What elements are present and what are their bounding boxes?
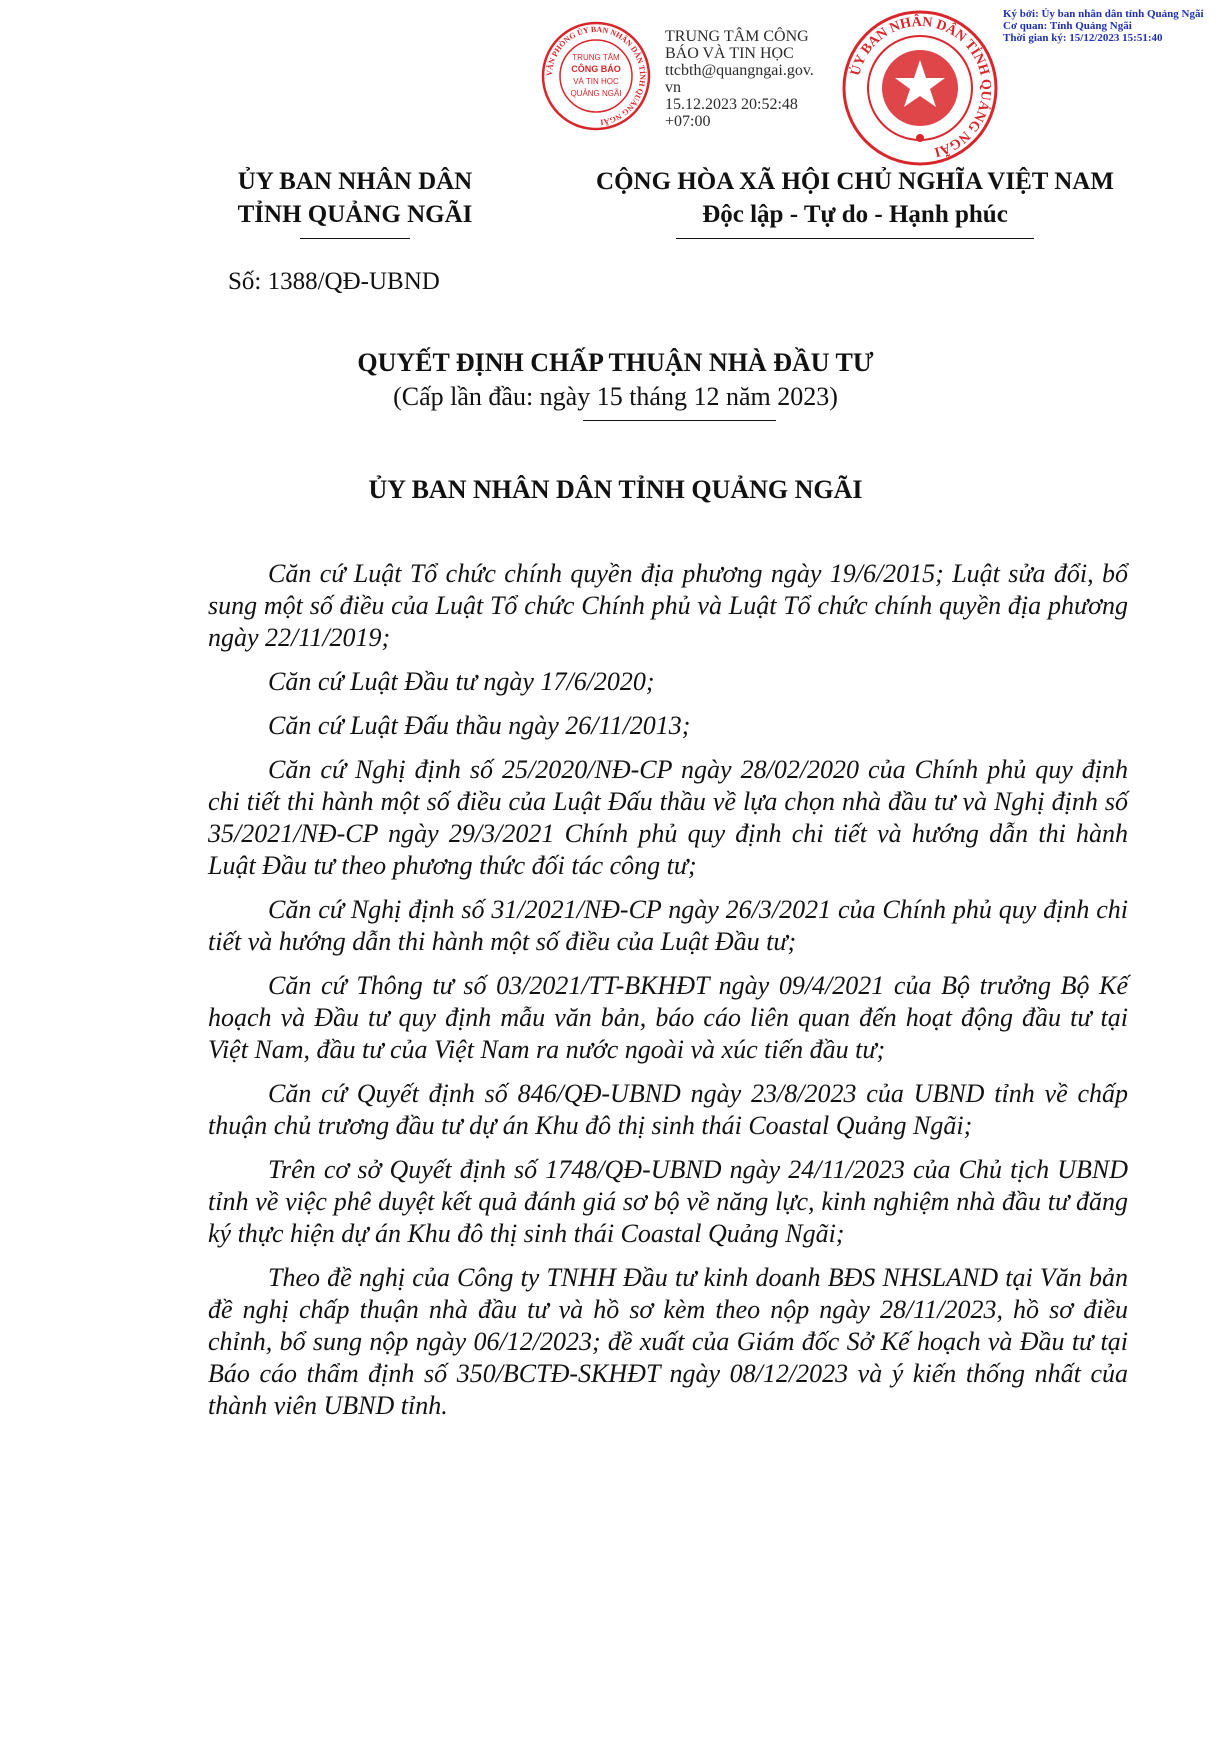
center-stamp-line-4: QUẢNG NGÃI	[570, 89, 622, 98]
center-stamp-ring-text: VĂN PHÒNG ỦY BAN NHÂN DÂN TỈNH QUẢNG NGÃI	[544, 24, 648, 127]
document-subtitle: (Cấp lần đầu: ngày 15 tháng 12 năm 2023)	[393, 382, 838, 411]
signature-agency: Cơ quan: Tỉnh Quảng Ngãi	[1003, 20, 1132, 32]
center-stamp-line-3: VÀ TIN HỌC	[573, 77, 619, 86]
province-seal	[840, 8, 1000, 168]
center-stamp-info-line: +07:00	[665, 113, 711, 130]
body-paragraph: Căn cứ Nghị định số 31/2021/NĐ-CP ngày 26/3/2021 của Chính phủ quy định chi tiết và hướng dẫn thi hành một số điều của Luật Đầu tư;	[208, 895, 1128, 956]
body-paragraph: Theo đề nghị của Công ty TNHH Đầu tư kinh doanh BĐS NHSLAND tại Văn bản đề nghị chấp thuận nhà đầu tư và hồ sơ kèm theo nộp ngày 28/11/2023, hồ sơ điều chỉnh, bổ sung nộp ngày 06/12/2023; đề xuất của Giám đốc Sở Kế hoạch và Đầu tư tại Báo cáo thẩm định số 350/BCTĐ-SKHĐT ngày 08/12/2023 và ý kiến thống nhất của thành viên UBND tỉnh.	[208, 1263, 1128, 1420]
province-seal-ring-text: ỦY BAN NHÂN DÂN TỈNH QUẢNG NGÃI	[848, 14, 994, 160]
body-paragraph: Căn cứ Luật Đấu thầu ngày 26/11/2013;	[268, 711, 691, 740]
digital-signature	[1003, 8, 1228, 44]
national-motto	[545, 165, 1165, 231]
national-motto-line-2: Độc lập - Tự do - Hạnh phúc	[702, 201, 1008, 228]
center-stamp	[540, 20, 652, 132]
body-paragraph: Căn cứ Thông tư số 03/2021/TT-BKHĐT ngày 09/4/2021 của Bộ trưởng Bộ Kế hoạch và Đầu tư quy định mẫu văn bản, báo cáo liên quan đến hoạt động đầu tư tại Việt Nam, đầu tư của Việt Nam ra nước ngoài và xúc tiến đầu tư;	[208, 971, 1128, 1064]
center-stamp-info-line: TRUNG TÂM CÔNG	[665, 28, 809, 45]
document-number: Số: 1388/QĐ-UBND	[228, 268, 440, 295]
center-stamp-info-line: BÁO VÀ TIN HỌC	[665, 45, 794, 62]
body-paragraph: Trên cơ sở Quyết định số 1748/QĐ-UBND ngày 24/11/2023 của Chủ tịch UBND tỉnh về việc phê duyệt kết quả đánh giá sơ bộ về năng lực, kinh nghiệm nhà đầu tư đăng ký thực hiện dự án Khu đô thị sinh thái Coastal Quảng Ngãi;	[208, 1155, 1128, 1248]
issuing-authority-line-2: TỈNH QUẢNG NGÃI	[237, 201, 473, 228]
body-paragraph: Căn cứ Quyết định số 846/QĐ-UBND ngày 23/8/2023 của UBND tỉnh về chấp thuận chủ trương đầu tư dự án Khu đô thị sinh thái Coastal Quảng Ngãi;	[208, 1079, 1128, 1140]
motto-underline	[676, 238, 1034, 239]
center-stamp-info	[665, 28, 845, 130]
document-body	[208, 558, 1128, 1434]
national-motto-line-1: CỘNG HÒA XÃ HỘI CHỦ NGHĨA VIỆT NAM	[596, 168, 1114, 195]
authority-underline	[300, 238, 410, 239]
signature-time: Thời gian ký: 15/12/2023 15:51:40	[1003, 32, 1163, 44]
center-stamp-line-1: TRUNG TÂM	[572, 53, 620, 62]
document-title: QUYẾT ĐỊNH CHẤP THUẬN NHÀ ĐẦU TƯ	[357, 348, 874, 377]
center-stamp-info-line: ttcbth@quangngai.gov.	[665, 62, 814, 79]
body-paragraph: Căn cứ Luật Đầu tư ngày 17/6/2020;	[268, 667, 655, 696]
body-paragraph: Căn cứ Luật Tổ chức chính quyền địa phương ngày 19/6/2015; Luật sửa đổi, bổ sung một số điều của Luật Tổ chức Chính phủ và Luật Tổ chức chính quyền địa phương ngày 22/11/2019;	[208, 559, 1128, 652]
center-stamp-line-2: CÔNG BÁO	[571, 64, 621, 74]
issuer-heading: ỦY BAN NHÂN DÂN TỈNH QUẢNG NGÃI	[368, 475, 863, 504]
body-paragraph: Căn cứ Nghị định số 25/2020/NĐ-CP ngày 28/02/2020 của Chính phủ quy định chi tiết thi hành một số điều của Luật Đấu thầu về lựa chọn nhà đầu tư và Nghị định số 35/2021/NĐ-CP ngày 29/3/2021 Chính phủ quy định chi tiết và hướng dẫn thi hành Luật Đầu tư theo phương thức đối tác công tư;	[208, 755, 1128, 880]
issuing-authority	[205, 165, 505, 231]
issuing-authority-line-1: ỦY BAN NHÂN DÂN	[237, 168, 473, 195]
center-stamp-info-line: 15.12.2023 20:52:48	[665, 96, 798, 113]
subtitle-underline	[583, 420, 776, 421]
center-stamp-info-line: vn	[665, 79, 681, 96]
signature-signed-by: Ký bởi: Ủy ban nhân dân tỉnh Quảng Ngãi	[1003, 8, 1204, 20]
